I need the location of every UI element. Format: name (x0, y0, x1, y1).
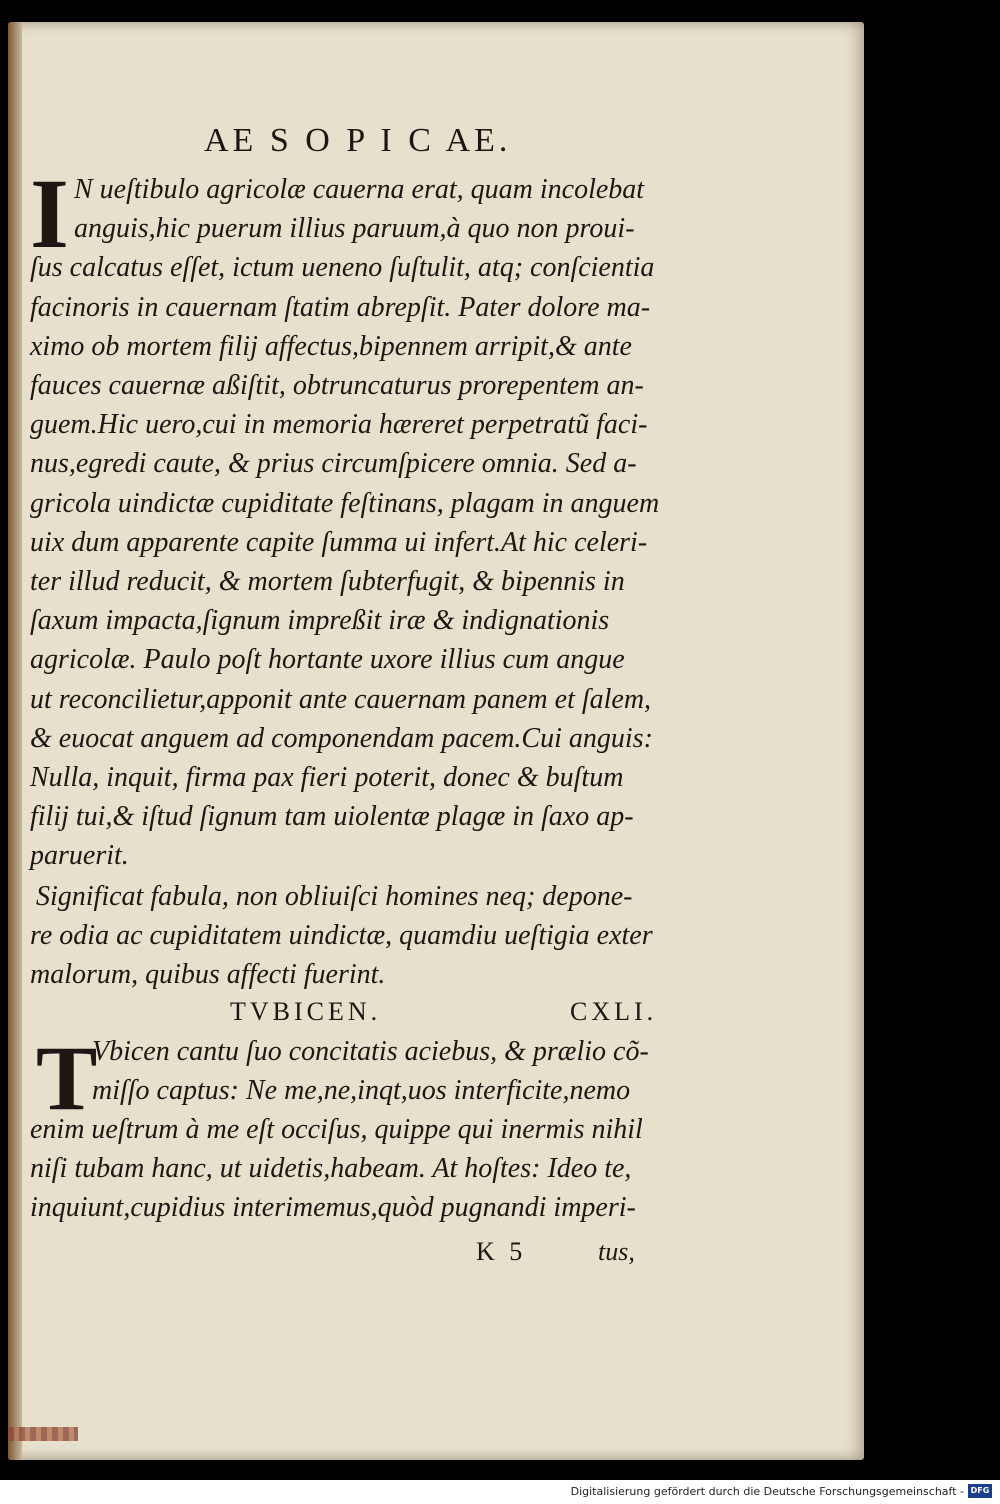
text-line: re odia ac cupiditatem uindictæ, quamdiu ueſtigia exter (30, 920, 653, 951)
fable-2-title: TVBICEN. (230, 997, 382, 1026)
page-edge-damage (8, 1427, 78, 1441)
page-spine-edge (8, 22, 22, 1460)
dfg-logo: DFG (968, 1484, 992, 1498)
text-line: Significat fabula, non obliuiſci homines neq; depone- (36, 881, 633, 912)
footer-bar (0, 1480, 1000, 1504)
signature-mark: K 5 (476, 1237, 527, 1266)
running-head: AE S O P I C AE. (204, 122, 512, 159)
text-line: fauces cauernæ aßiſtit, obtruncaturus prorepentem an- (30, 370, 644, 401)
book-page (8, 22, 864, 1460)
text-line: anguis,hic puerum illius paruum,à quo non proui- (74, 213, 635, 245)
text-line: filij tui,& iſtud ſignum tam uiolentæ plagæ in ſaxo ap- (30, 801, 634, 833)
text-line: nus,egredi caute, & prius circumſpicere omnia. Sed a- (30, 448, 637, 480)
footer-credit: Digitalisierung gefördert durch die Deutsche Forschungsgemeinschaft - (570, 1485, 964, 1498)
drop-cap-i: I (30, 158, 69, 269)
text-line: agricolæ. Paulo poſt hortante uxore illius cum angue (30, 644, 625, 676)
text-line: guem.Hic uero,cui in memoria hæreret perpetratũ faci- (30, 409, 648, 441)
drop-cap-t: T (36, 1027, 98, 1129)
text-line: inquiunt,cupidius interimemus,quòd pugnandi imperi- (30, 1192, 636, 1223)
text-line: miſſo captus: Ne me,ne,inqt,uos interficite,nemo (92, 1075, 631, 1106)
text-line: paruerit. (30, 840, 129, 872)
text-line: ut reconcilietur,apponit ante cauernam panem et ſalem, (30, 683, 652, 715)
catchword: tus, (598, 1237, 635, 1266)
text-line: enim ueſtrum à me eſt occiſus, quippe qui inermis nihil (30, 1114, 643, 1145)
text-line: N ueſtibulo agricolæ cauerna erat, quam incolebat (74, 174, 645, 205)
text-line: gricola uindictæ cupiditate feſtinans, plagam in anguem (30, 487, 660, 519)
text-line: Vbicen cantu ſuo concitatis aciebus, & prælio cõ- (92, 1036, 649, 1067)
text-line: & euocat anguem ad componendam pacem.Cui anguis: (30, 722, 653, 754)
text-line: ximo ob mortem filij affectus,bipennem arripit,& ante (30, 330, 632, 362)
text-line: ſus calcatus eſſet, ictum ueneno ſuſtulit, atq; conſcientia (30, 252, 655, 284)
text-line: ſaxum impacta,ſignum impreßit iræ & indignationis (30, 605, 610, 637)
fable-2-number: CXLI. (570, 997, 658, 1026)
text-line: uix dum apparente capite ſumma ui infert.At hic celeri- (30, 526, 648, 558)
text-line: facinoris in cauernam ſtatim abrepſit. Pater dolore ma- (30, 291, 651, 323)
text-line: niſi tubam hanc, ut uidetis,habeam. At hoſtes: Ideo te, (30, 1153, 632, 1184)
text-line: malorum, quibus affecti fuerint. (30, 959, 386, 990)
text-line: Nulla, inquit, firma pax fieri poterit, donec & buſtum (30, 762, 624, 793)
text-line: ter illud reducit, & mortem ſubterfugit, & bipennis in (30, 566, 625, 597)
